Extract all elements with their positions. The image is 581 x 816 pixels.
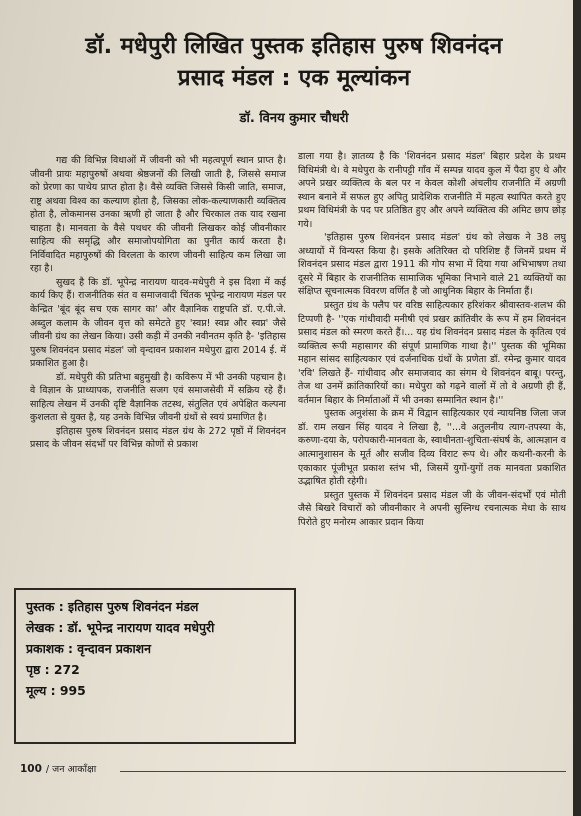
paragraph: इतिहास पुरुष शिवनंदन प्रसाद मंडल ग्रंथ के 272 पृष्ठों में शिवनंदन प्रसाद के जीवन संदर्भों पर विभिन्न कोणों से प्रकाश bbox=[30, 425, 286, 451]
info-pages: पृष्ठ : 272 bbox=[26, 662, 80, 677]
paragraph: पुस्तक अनुशंसा के क्रम में विद्वान साहित्यकार एवं न्यायनिष्ठ जिला जज डॉ. राम लखन सिंह यादव ने लिखा है, ''...वे अतुलनीय त्याग-तपस्या के, करुणा-दया के, परोपकारी-मानवता के, स्वाधीनता-शुचिता-संघर्ष के, आत्मज्ञान व आत्मानुशासन के मूर्त और सजीव दिव्य विराट रूप थे। और कथनी-करनी के एकाकार पूंजीभूत प्रकाश स्तंभ भी, जिसमें युगों-युगों तक मानवता प्रकाशित उद्भाषित होती रहेगी। bbox=[298, 408, 566, 488]
title-line-2: प्रसाद मंडल : एक मूल्यांकन bbox=[177, 65, 411, 91]
info-publisher: प्रकाशक : वृन्दावन प्रकाशन bbox=[26, 641, 151, 656]
left-column bbox=[30, 154, 286, 574]
paragraph: डाला गया है। ज्ञातव्य है कि 'शिवनंदन प्रसाद मंडल' बिहार प्रदेश के प्रथम विधिमंत्री थे। वे मधेपुरा के रानीपट्टी गाँव में सम्पन्न यादव कुल में पैदा हुए थे और अपने प्रखर व्यक्तित्व के बल पर न केवल कोशी अंचलीय राजनीति में अग्रणी स्थान बनाने में सफल हुए अपितु प्रादेशिक राजनीति में महत्व स्थापित करते हुए प्रथम विधिमंत्री के पद पर प्रतिष्ठित हुए और अपने व्यक्तित्व की अमिट छाप छोड़ गये। bbox=[298, 151, 566, 230]
paragraph: गद्य की विभिन्न विधाओं में जीवनी को भी महत्वपूर्ण स्थान प्राप्त है। जीवनी प्रायः महापुरुषों अथवा श्रेष्ठजनों की लिखी जाती है, जिससे समाज को प्रेरणा का पाथेय प्राप्त होता है। वैसे व्यक्ति जिससे किसी जाति, समाज, राष्ट्र अथवा विश्व का कल्याण होता है, जिसका लोक-कल्याणकारी व्यक्तित्व होता है, लोकमानस उनका ऋणी हो जाता है और चिरकाल तक याद रखना चाहता है। मानवता के वैसे पथधर की जीवनी लिखकर कोई जीवनीकार साहित्य की समृद्धि और समाजोपयोगिता का पुनीत कार्य करता है। निर्विवादित महापुरुषों की विरलता के कारण जीवनी साहित्य कम लिखा जा रहा है। bbox=[30, 155, 286, 275]
right-column bbox=[298, 150, 566, 748]
magazine-name: / जन आकाँक्षा bbox=[45, 764, 97, 775]
paragraph: प्रस्तुत ग्रंथ के फ्लैप पर वरिष्ठ साहित्यकार हरिशंकर श्रीवास्तव-शलभ की टिप्पणी है- ''एक गांधीवादी मनीषी एवं प्रखर क्रांतिवीर के रूप में हम शिवनंदन प्रसाद मंडल को स्मरण करते हैं।... यह ग्रंथ शिवनंदन प्रसाद मंडल के कृतित्व एवं व्यक्तित्व रूपी महासागर की संपूर्ण प्रामाणिक गाथा है।'' पुस्तक की भूमिका महान सांसद साहित्यकार एवं दर्जनाधिक ग्रंथों के प्रणेता डॉ. रमेन्द्र कुमार यादव 'रवि' लिखते हैं- गांधीवाद और समाजवाद का संगम थे शिवनंदन बाबू। परन्तु, तेज था उनमें क्रांतिकारियों का। मधेपुरा को गढ़ने वालों में तो वे अग्रणी ही हैं, वर्तमान बिहार के निर्माताओं में भी उनका सम्मानित स्थान है।'' bbox=[298, 300, 566, 406]
paragraph: सुखद है कि डॉ. भूपेन्द्र नारायण यादव-मधेपुरी ने इस दिशा में कई कार्य किए हैं। राजनीतिक संत व समाजवादी चिंतक भूपेन्द्र नारायण मंडल पर केन्द्रित 'बूंद बूंद सच एक सागर का' और वैज्ञानिक राष्ट्रपति डॉ. ए.पी.जे. अब्दुल कलाम के जीवन वृत्त को समेटते हुए 'स्वप्न! स्वप्न और स्वप्न' जैसे जीवनी ग्रंथ का लेखन किया। उसी कड़ी में उनकी नवीनतम कृति है- 'इतिहास पुरुष शिवनंदन प्रसाद मंडल' जो वृन्दावन प्रकाशन मधेपुरा द्वारा 2014 ई. में प्रकाशित हुआ है। bbox=[30, 276, 286, 370]
footer-divider bbox=[120, 771, 566, 772]
page-footer bbox=[20, 762, 96, 775]
info-book: पुस्तक : इतिहास पुरुष शिवनंदन मंडल bbox=[26, 599, 199, 614]
page-number: 100 bbox=[20, 763, 42, 775]
page-edge bbox=[573, 0, 581, 816]
article-author: डॉ. विनय कुमार चौधरी bbox=[239, 111, 349, 126]
title-line-1: डॉ. मधेपुरी लिखित पुस्तक इतिहास पुरुष शिवनंदन bbox=[85, 33, 503, 59]
info-writer: लेखक : डॉ. भूपेन्द्र नारायण यादव मधेपुरी bbox=[26, 620, 215, 635]
book-info-box bbox=[14, 588, 296, 744]
paragraph: प्रस्तुत पुस्तक में शिवनंदन प्रसाद मंडल जी के जीवन-संदर्भों एवं मोती जैसे बिखरे विचारों को जीवनीकार ने अपनी सुस्निग्ध रचनात्मक मेधा के साथ पिरोते हुए मनोरम आकार प्रदान किया bbox=[298, 489, 566, 528]
paragraph: डॉ. मधेपुरी की प्रतिभा बहुमुखी है। कविरूप में भी उनकी पहचान है। वे विज्ञान के प्राध्यापक, राजनीति सजग एवं समाजसेवी में सक्रिय रहे हैं। साहित्य लेखन में उनकी दृष्टि वैज्ञानिक तटस्थ, संतुलित एवं अपेक्षित कल्पना कुशलता से युक्त है, यह उनके विभिन्न जीवनी ग्रंथों से स्वयं प्रमाणित है। bbox=[30, 371, 286, 424]
info-price: मूल्य : 995 bbox=[26, 683, 86, 698]
paragraph: 'इतिहास पुरुष शिवनंदन प्रसाद मंडल' ग्रंथ को लेखक ने 38 लघु अध्यायों में विन्यस्त किया है। इसके अतिरिक्त दो परिशिष्ट हैं जिनमें प्रथम में शिवनंदन प्रसाद मंडल द्वारा 1911 की गोप सभा में दिया गया अभिभाषण तथा दूसरे में बिहार के राजनीतिक सामाजिक भूमिका निभाने वाले 21 व्यक्तियों का संक्षिप्त सूचनात्मक विवरण वर्णित है जो आधुनिक बिहार के निर्माता हैं। bbox=[298, 232, 566, 298]
article-title bbox=[20, 30, 568, 94]
